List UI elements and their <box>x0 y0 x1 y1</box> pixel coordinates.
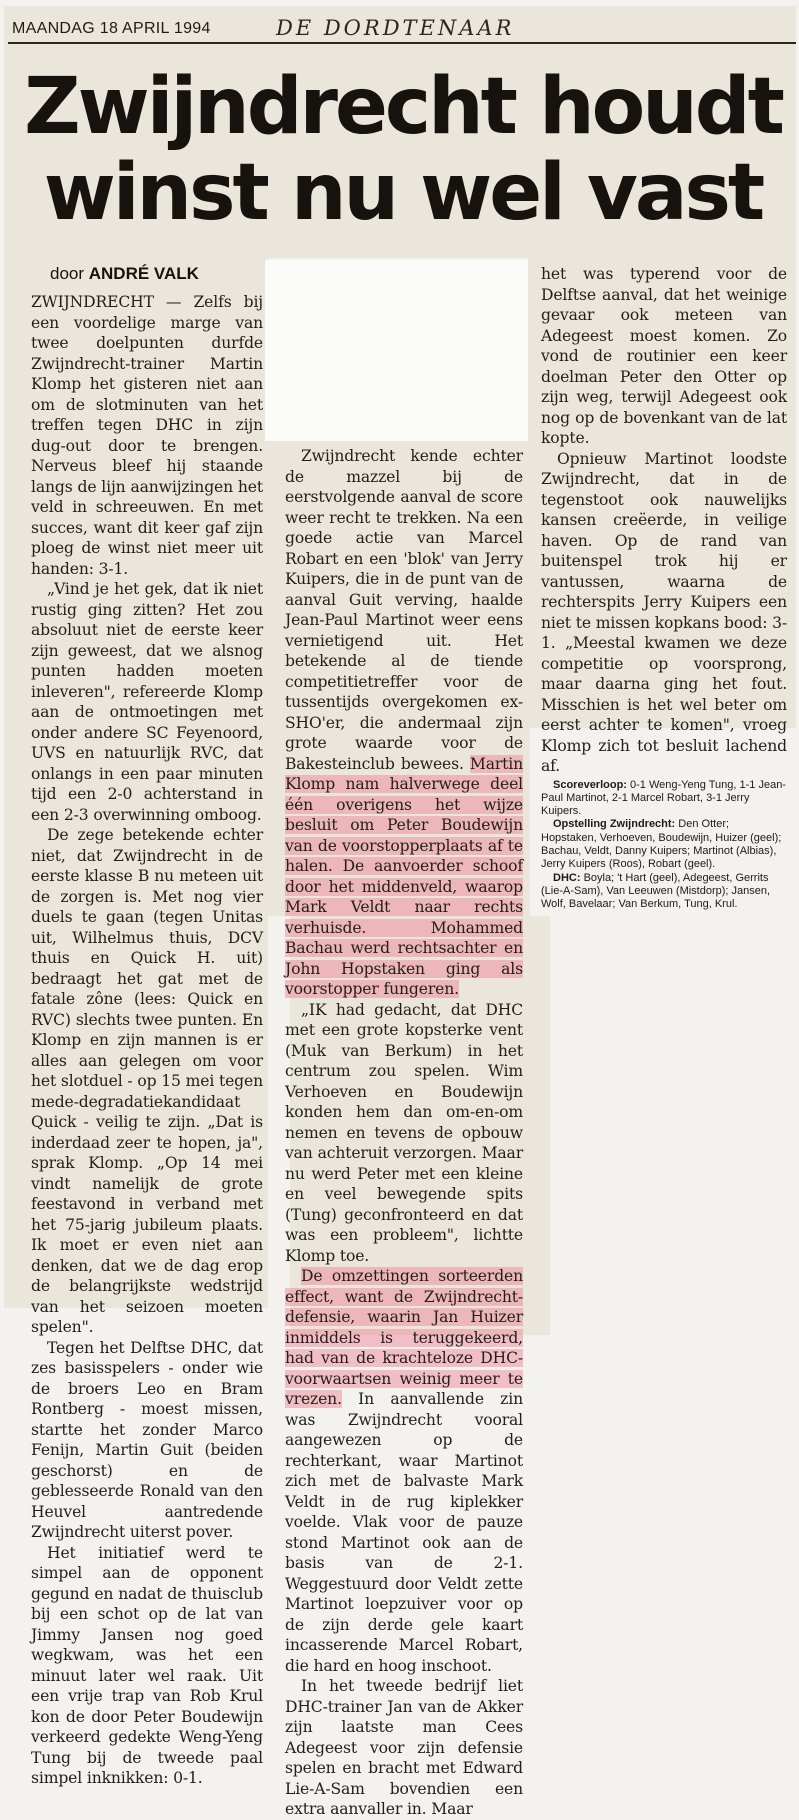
col2-paragraph-3 <box>285 1266 523 1676</box>
col1-paragraph-4: Tegen het Delftse DHC, dat zes basisspelers - onder wie de broers Leo en Bram Rontberg - moest missen, startte het zonder Marco Fenijn, Martin Guit (beiden geschorst) en de geblesseerde Ronald van den Heuvel aantredende Zwijndrecht uiterst pover. <box>31 1338 263 1541</box>
headline <box>18 64 788 236</box>
masthead-date: MAANDAG 18 APRIL 1994 <box>12 20 211 37</box>
dhc-label: DHC: <box>553 871 581 884</box>
col2-paragraph-1 <box>285 446 523 1000</box>
col2-paragraph-2: „IK had gedacht, dat DHC met een grote kopsterke vent (Muk van Berkum) in het centrum zou spelen. Wim Verhoeven en Boudewijn konden hem dan om-en-om nemen en tevens de opbouw van achteruit verzorgen. Maar nu werd Peter met een kleine en veel bewegende spits (Tung) geconfronteerd en dat was een probleem", lichtte Klomp toe. <box>285 1000 523 1265</box>
col3-paragraph-1: het was typerend voor de Delftse aanval, dat het weinige gevaar ook meteen van Adegeest moest komen. Zo vond de routinier een keer doelman Peter den Otter op zijn weg, terwijl Adegeest ook nog op de bovenkant van de lat kopte. <box>541 265 787 447</box>
col2-highlight-1: Martin Klomp nam halverwege deel één overigens het wijze besluit om Peter Boudewijn van de voorstopperplaats af te halen. De aanvoerder schoof door het middenveld, waarop Mark Veldt naar rechts verhuisde. Mohammed Bachau werd rechtsachter en John Hopstaken ging als voorstopper fungeren. <box>285 754 523 998</box>
byline <box>50 264 199 284</box>
headline-line-2: winst nu wel vast <box>43 148 763 238</box>
lineup-zwijndrecht <box>541 818 787 871</box>
headline-line-1: Zwijndrecht houdt <box>24 62 782 152</box>
masthead-paper-name: DE DORDTENAAR <box>276 16 515 40</box>
lineup-label: Opstelling Zwijndrecht: <box>553 818 676 831</box>
col1-paragraph-2: „Vind je het gek, dat ik niet rustig ging zitten? Het zou absoluut niet de eerste keer zijn geweest, dat we alsnog punten hadden moeten inleveren", refereerde Klomp aan de ontmoetingen met onder andere SC Feyenoord, UVS en natuurlijk RVC, dat onlangs in een paar minuten tijd een 2-0 achterstand in een 2-3 overwinning omboog. <box>31 580 263 824</box>
lineup-text: Den Otter; Hopstaken, Verhoeven, Boudewijn, Huizer (geel); Bachau, Veldt, Danny Kuipers; Martinot (Albias), Jerry Kuipers (Roos), Robart (geel). <box>541 818 782 871</box>
col1-paragraph-5: Het initiatief werd te simpel aan de opponent gegund en nadat de thuisclub bij een schot op de lat van Jimmy Jansen nog goed wegkwam, was het een minuut later wel raak. Uit een vrije trap van Rob Krul kon de door Peter Boudewijn verkeerd gedekte Weng-Yeng Tung bij de tweede paal simpel inknikken: 0-1. <box>31 1543 263 1787</box>
lineup-dhc <box>541 872 787 912</box>
col2-highlight-2: De omzettingen sorteerden effect, want de Zwijndrecht-defensie, waarin Jan Huizer inmiddels is teruggekeerd, had van de krachteloze DHC-voorwaartsen weinig meer te vrezen. <box>285 1267 523 1408</box>
byline-author: ANDRÉ VALK <box>88 264 199 283</box>
article-column-2 <box>285 446 523 1820</box>
col2-paragraph-3-text: In aanvallende zin was Zwijndrecht vooral aangewezen op de rechterkant, waar Martinot zich met de balvaste Mark Veldt in de rug kiplekker voelde. Vlak voor de pauze stond Martinot ook aan de basis van de 2-1. Weggestuurd door Veldt zette Martinot loepzuiver voor op de zijn derde gele kaart incasserende Marcel Robart, die hard en hoog inschoot. <box>285 1390 523 1675</box>
col1-paragraph-1: ZWIJNDRECHT — Zelfs bij een voordelige marge van twee doelpunten durfde Zwijndrecht-trainer Martin Klomp het gisteren niet aan om de slotminuten van het treffen tegen DHC in zijn dug-out door te brengen. Nerveus bleef hij staande langs de lijn aanwijzingen het veld in schreeuwen. En met succes, want dit keer gaf zijn ploeg de winst niet meer uit handen: 3-1. <box>31 293 263 578</box>
dhc-text: Boyla; 't Hart (geel), Adegeest, Gerrits (Lie-A-Sam), Van Leeuwen (Mistdorp); Jansen, Wolf, Bavelaar; Van Berkum, Tung, Krul. <box>541 871 771 911</box>
col1-paragraph-3: De zege betekende echter niet, dat Zwijndrecht in de eerste klasse B nu meteen uit de zorgen is. Met nog vier duels te gaan (tegen Unitas uit, Wilhelmus thuis, DCV thuis en Quick H. uit) bedraagt het gat met de fatale zône (lees: Quick en RVC) slechts twee punten. En Klomp en zijn mannen is er alles aan gelegen om voor het slotduel - op 15 mei tegen mede-degradatiekandidaat Quick - veilig te zijn. „Dat is inderdaad zeer te hopen, ja", sprak Klomp. „Op 14 mei vindt namelijk de grote feestavond in verband met het 75-jarig jubileum plaats. Ik moet er even niet aan denken, dat we de dag erop de belangrijkste wedstrijd van het seizoen moeten spelen". <box>31 826 263 1336</box>
masthead-rule <box>8 42 796 44</box>
col2-paragraph-1-text: Zwijndrecht kende echter de mazzel bij de eerstvolgende aanval de score weer recht te trekken. Na een goede actie van Marcel Robart en een 'blok' van Jerry Kuipers, die in de punt van de aanval Guit verving, haalde Jean-Paul Martinot weer eens vernietigend uit. Het betekende al de tiende competitietreffer voor de tussentijds overgekomen ex-SHO'er, die andermaal zijn grote waarde voor de Bakesteinclub bewees. <box>285 447 523 773</box>
article-column-3 <box>541 264 787 911</box>
col2-paragraph-4: In het tweede bedrijf liet DHC-trainer Jan van de Akker zijn laatste man Cees Adegeest voor zijn defensie spelen en bracht met Edward Lie-A-Sam bovendien een extra aanvaller in. Maar <box>285 1677 523 1818</box>
score-text: 0-1 Weng-Yeng Tung, 1-1 Jean-Paul Martinot, 2-1 Marcel Robart, 3-1 Jerry Kuipers. <box>541 778 786 818</box>
photo-blank-area <box>265 260 528 441</box>
score-label: Scoreverloop: <box>553 778 627 791</box>
article-column-1 <box>31 292 263 1789</box>
byline-prefix: door <box>50 264 89 283</box>
match-details <box>541 779 787 912</box>
col3-paragraph-2: Opnieuw Martinot loodste Zwijndrecht, dat in de tegenstoot ook nauwelijks kansen creëerde, in veilige haven. Op de rand van buitenspel trok hij er vantussen, waarna de rechterspits Jerry Kuipers een niet te missen kopkans bood: 3-1. „Meestal kwamen we deze competitie op voorsprong, maar daarna ging het fout. Misschien is het wel beter om eerst achter te komen", vroeg Klomp zich tot besluit lachend af. <box>541 449 787 775</box>
score-progression <box>541 779 787 819</box>
